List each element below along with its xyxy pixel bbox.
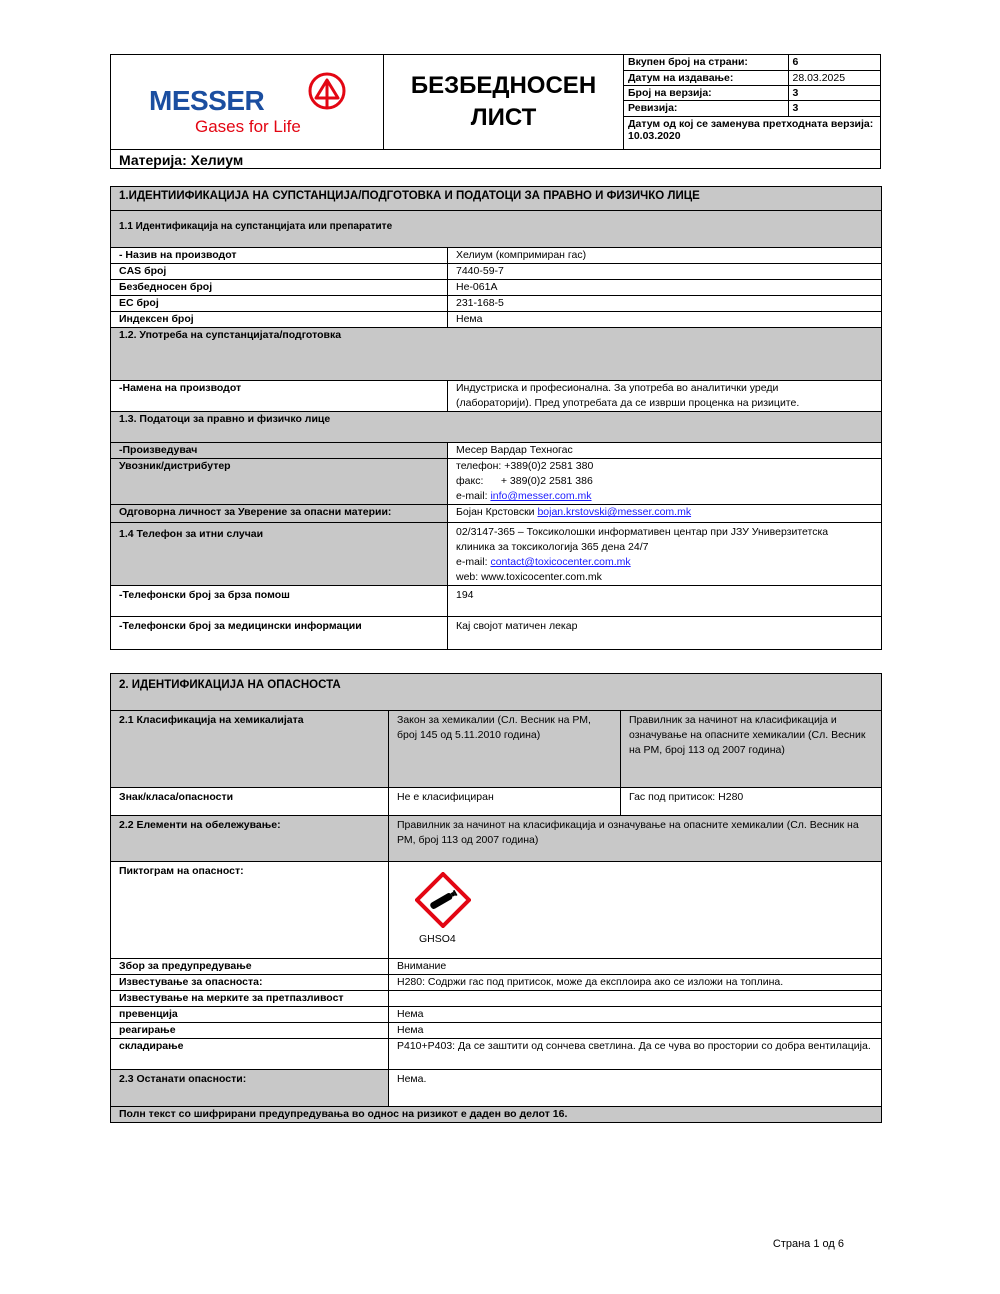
label-elements-value: Правилник за начинот на класификација и означување на опасните хемикалии (Сл. Весник на РМ, број 113 од 2007 година) [389,816,882,862]
responsible-person-name: Бојан Крстовски [456,506,538,518]
messer-logo-icon [307,71,347,111]
storage-value: P410+P403: Да се заштити од сончева светлина. Да се чува во простории со добра вентилација. [389,1039,882,1070]
purpose-line-1: Индустриска и професионална. За употреба во аналитички уреди [456,382,779,394]
importer-email-line [456,489,873,504]
email-label: e-mail: [456,556,491,568]
cas-number-value: 7440-59-7 [448,264,882,280]
precaution-label: Известување на мерките за претпазливост [111,991,389,1007]
section-1-table [110,186,882,650]
medical-info-phone-value: Кај својот матичен лекар [448,617,882,650]
meta-key: Ревизија: [624,101,788,116]
meta-value: 6 [788,55,880,70]
meta-value: 28.03.2025 [788,70,880,85]
purpose-value [448,381,882,412]
classification-regulation: Правилник за начинот на класификација и означување на опасните хемикалии (Сл. Весник на РМ, број 113 од 2007 година) [621,711,882,788]
purpose-label: -Намена на производот [111,381,448,412]
emergency-email-link[interactable]: contact@toxicocenter.com.mk [490,556,631,568]
meta-row [624,86,880,101]
emergency-line-2: клиника за токсикологија 365 дена 24/7 [456,541,649,553]
purpose-line-2: (лабораторији). Пред употребата да се изврши проценка на ризиците. [456,397,800,409]
emergency-web: web: www.toxicocenter.com.mk [456,571,602,583]
prevention-label: превенција [111,1007,389,1023]
other-hazards-label: 2.3 Останати опасности: [111,1070,389,1107]
section-2-table [110,673,882,1123]
section-1-title: 1.ИДЕНТИИФИКАЦИЈА НА СУПСТАНЦИЈА/ПОДГОТОВКА И ПОДАТОЦИ ЗА ПРАВНО И ФИЗИЧКО ЛИЦЕ [111,187,882,211]
hazard-sign-value-2: Гас под притисок: H280 [621,788,882,816]
messer-logo-tagline: Gases for Life [195,117,301,136]
pictogram-label: Пиктограм на опасност: [111,862,389,959]
meta-value: 3 [788,101,880,116]
importer-label: Увозник/дистрибутер [111,459,448,505]
precaution-value [389,991,882,1007]
meta-row [624,70,880,85]
storage-label: складирање [111,1039,389,1070]
response-label: реагирање [111,1023,389,1039]
ec-number-value: 231-168-5 [448,296,882,312]
emergency-email-line [456,555,873,570]
full-text-note: Полн текст со шифрирани предупредувања во однос на ризикот е даден во делот 16. [111,1107,882,1123]
document-meta-table [624,55,880,149]
messer-logo-wordmark: MESSER [149,85,265,116]
responsible-person-email-link[interactable]: bojan.krstovski@messer.com.mk [537,506,692,518]
hazard-statement-value: H280: Содржи гас под притисок, може да експлоира ако се изложи на топлина. [389,975,882,991]
pictogram-code: GHSO4 [419,933,456,945]
label-elements-label: 2.2 Елементи на обележување: [111,816,389,862]
document-header [110,54,881,169]
first-aid-phone-label: -Телефонски број за брза помош [111,586,448,617]
product-name-label: - Назив на производот [111,248,448,264]
emergency-phone-label: 1.4 Телефон за итни случаи [111,523,448,586]
responsible-person-value [448,505,882,523]
index-number-value: Нема [448,312,882,328]
hazard-sign-value-1: Не е класифициран [389,788,621,816]
subsection-1-1-title: 1.1 Идентификација на супстанцијата или препаратите [111,211,882,248]
email-label: e-mail: [456,490,491,502]
logo-cell [111,55,384,149]
meta-key: Вкупен број на страни: [624,55,788,70]
hazard-statement-label: Известување за опасноста: [111,975,389,991]
classification-label: 2.1 Класификација на хемикалијата [111,711,389,788]
material-name: Материја: Хелиум [111,149,880,169]
subsection-1-3-title: 1.3. Податоци за правно и физичко лице [111,412,882,443]
importer-value [448,459,882,505]
response-value: Нема [389,1023,882,1039]
section-2-title: 2. ИДЕНТИФИКАЦИЈА НА ОПАСНОСТА [111,674,882,711]
page-number: Страна 1 од 6 [772,1238,844,1250]
title-line-1: БЕЗБЕДНОСЕН [410,72,597,99]
meta-row [624,101,880,116]
index-number-label: Индексен број [111,312,448,328]
signal-word-value: Внимание [389,959,882,975]
signal-word-label: Збор за предупредување [111,959,389,975]
emergency-line-1: 02/3147-365 – Токсиколошки информативен центар при ЈЗУ Универзитетска [456,526,829,538]
emergency-phone-value [448,523,882,586]
cas-number-label: CAS број [111,264,448,280]
importer-phone: телефон: +389(0)2 2581 380 [456,460,594,472]
meta-row [624,55,880,70]
pictogram-cell [389,862,882,959]
title-line-2: ЛИСТ [470,104,537,131]
document-title [384,55,624,149]
meta-row [624,116,880,149]
prevention-value: Нема [389,1007,882,1023]
first-aid-phone-value: 194 [448,586,882,617]
subsection-1-2-title: 1.2. Употреба на супстанцијата/подготовка [111,328,882,381]
gas-cylinder-pictogram-icon [415,872,471,928]
producer-value: Месер Вардар Техногас [448,443,882,459]
hazard-sign-label: Знак/класа/опасности [111,788,389,816]
meta-value: 3 [788,86,880,101]
safety-number-label: Безбедносен број [111,280,448,296]
safety-number-value: He-061A [448,280,882,296]
importer-fax: факс: + 389(0)2 2581 386 [456,475,593,487]
product-name-value: Хелиум (компримиран гас) [448,248,882,264]
classification-law: Закон за хемикалии (Сл. Весник на РМ, број 145 од 5.11.2010 година) [389,711,621,788]
ec-number-label: EC број [111,296,448,312]
meta-key: Број на верзија: [624,86,788,101]
medical-info-phone-label: -Телефонски број за медицински информации [111,617,448,650]
other-hazards-value: Нема. [389,1070,882,1107]
importer-email-link[interactable]: info@messer.com.mk [490,490,592,502]
producer-label: -Произведувач [111,443,448,459]
meta-key: Датум на издавање: [624,70,788,85]
replaced-version-date: Датум од кој се заменува претходната верзија: 10.03.2020 [628,117,874,142]
responsible-person-label: Одговорна личност за Уверение за опасни материи: [111,505,448,523]
